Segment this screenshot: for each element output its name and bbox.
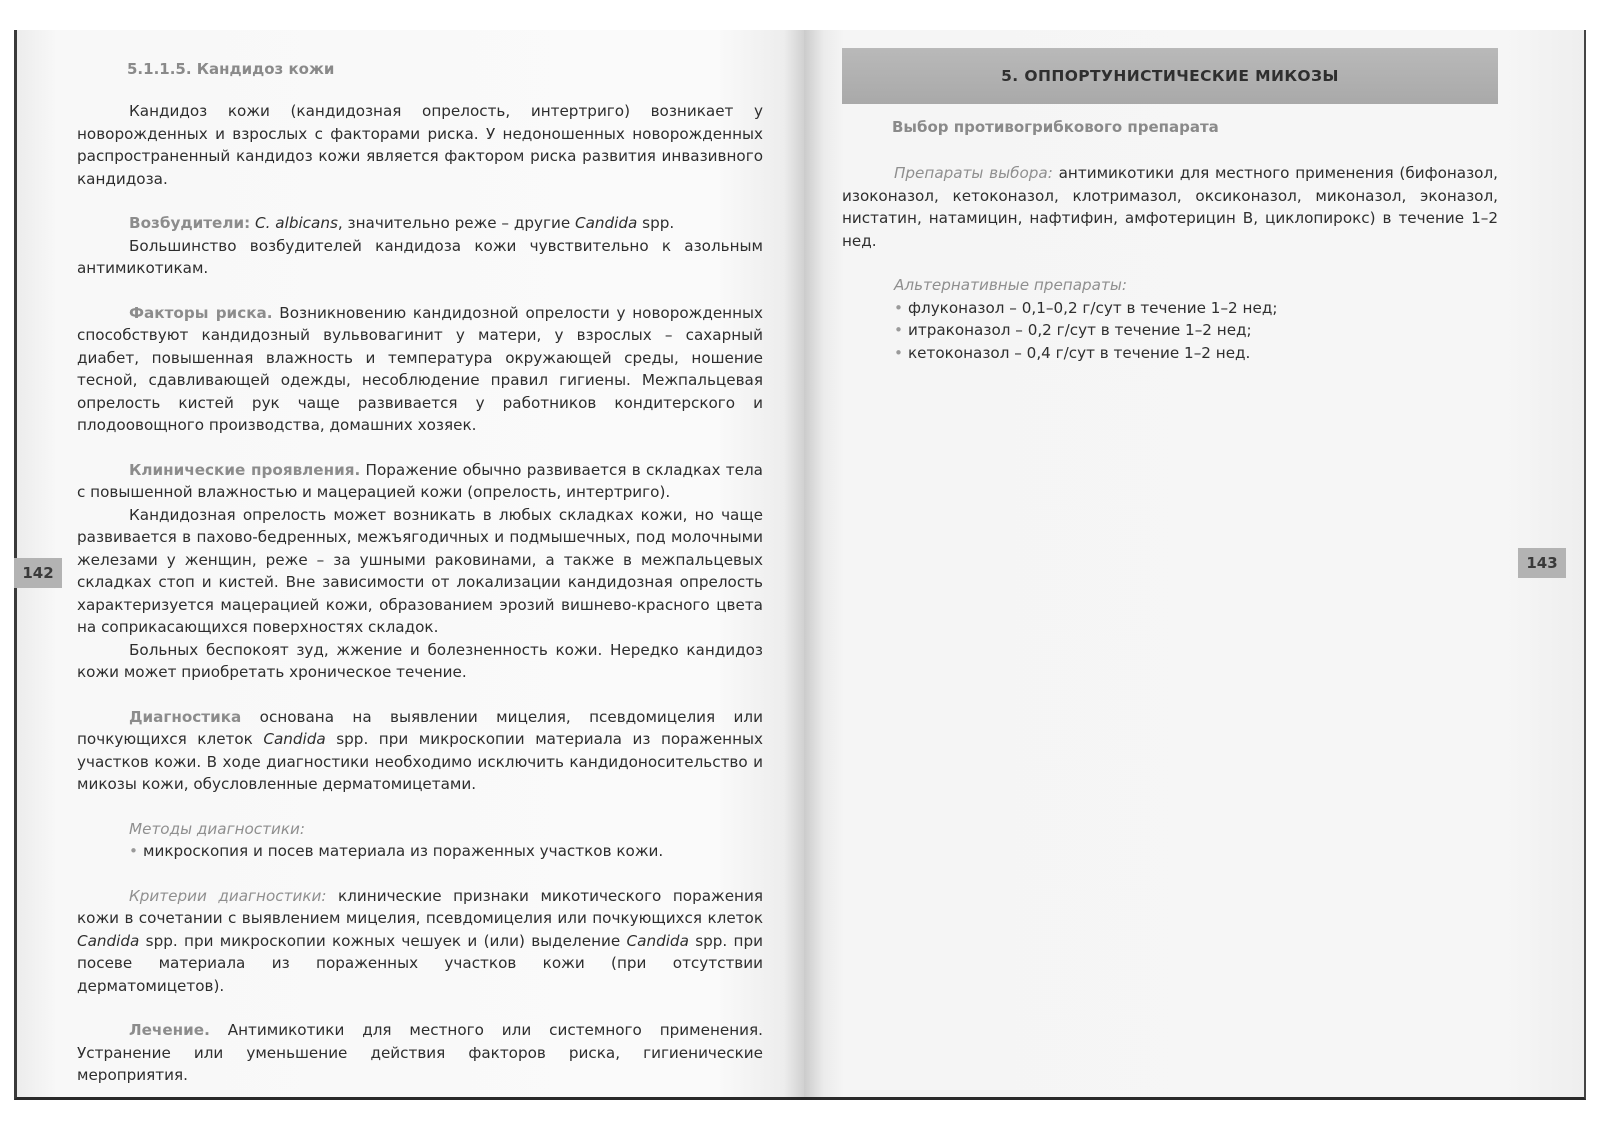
pathogens-lead: Возбудители: bbox=[129, 214, 251, 232]
clinical-paragraph-2: Кандидозная опрелость может возникать в любых складках кожи, но чаще развивается в пахово-бедренных, межъягодичных и подмышечных, под молочными железами у женщин, реже – за ушными раковинами, а также в межпальцевых складках стоп и кистей. Вне зависимости от локализации кандидозная опрелость характеризуется мацерацией кожи, образованием эрозий вишнево-красного цвета на соприкасающихся поверхностях складок. bbox=[77, 505, 763, 636]
list-item: • микроскопия и посев материала из пораженных участков кожи. bbox=[129, 840, 763, 863]
right-page-text bbox=[842, 48, 1498, 364]
species-name: Candida bbox=[77, 931, 140, 950]
criteria-text: spp. при посеве материала из пораженных участков кожи (при отсутствии дерматомицетов). bbox=[77, 931, 763, 995]
first-choice-lead: Препараты выбора: bbox=[894, 164, 1053, 182]
sensitivity-paragraph: Большинство возбудителей кандидоза кожи чувствительно к азольным антимикотикам. bbox=[77, 236, 763, 277]
diagnostics-paragraph bbox=[77, 706, 763, 796]
criteria-text: клинические признаки микотического поражения кожи в сочетании с выявлением мицелия, псевдомицелия или почкующихся клеток bbox=[77, 886, 763, 927]
left-page-text bbox=[77, 58, 763, 1087]
chapter-title: 5. ОППОРТУНИСТИЧЕСКИЕ МИКОЗЫ bbox=[1001, 67, 1339, 85]
species-name: C. albicans bbox=[255, 214, 338, 232]
clinical-paragraph bbox=[77, 459, 763, 504]
criteria-text: spp. при микроскопии кожных чешуек и (или) выделение bbox=[139, 931, 627, 950]
right-page bbox=[804, 30, 1586, 1100]
diagnostics-lead: Диагностика bbox=[129, 707, 242, 726]
list-item: • кетоконазол – 0,4 г/сут в течение 1–2 нед. bbox=[894, 342, 1498, 365]
risk-factors-paragraph bbox=[77, 302, 763, 437]
intro-paragraph: Кандидоз кожи (кандидозная опрелость, интертриго) возникает у новорожденных и взрослых с факторами риска. У недоношенных новорожденных распространенный кандидоз кожи является фактором риска развития инвазивного кандидоза. bbox=[77, 102, 763, 188]
treatment-text: Антимикотики для местного или системного применения. Устранение или уменьшение действия факторов риска, гигиенические мероприятия. bbox=[77, 1021, 763, 1084]
species-name: Candida bbox=[626, 931, 689, 950]
first-choice-text: антимикотики для местного применения (бифоназол, изоконазол, кетоконазол, клотримазол, оксиконазол, миконазол, эконазол, нистатин, натамицин, нафтифин, амфотерицин В, циклопирокс) в течение 1–2 нед. bbox=[842, 164, 1499, 250]
clinical-paragraph-3: Больных беспокоят зуд, жжение и болезненность кожи. Нередко кандидоз кожи может приобретать хроническое течение. bbox=[77, 640, 763, 681]
subheading: Выбор противогрибкового препарата bbox=[892, 118, 1219, 136]
pathogens-text: spp. bbox=[637, 214, 675, 232]
treatment-paragraph bbox=[77, 1019, 763, 1087]
species-name: Candida bbox=[575, 214, 638, 232]
pathogens-paragraph bbox=[77, 212, 763, 235]
section-heading: 5.1.1.5. Кандидоз кожи bbox=[127, 60, 335, 78]
methods-label: Методы диагностики: bbox=[129, 819, 306, 838]
species-name: Candida bbox=[263, 730, 326, 748]
list-item: • итраконазол – 0,2 г/сут в течение 1–2 нед; bbox=[894, 319, 1498, 342]
risk-factors-lead: Факторы риска. bbox=[129, 303, 273, 322]
first-choice-paragraph bbox=[842, 162, 1498, 252]
alternatives-label: Альтернативные препараты: bbox=[894, 276, 1127, 294]
book-spread bbox=[14, 30, 1586, 1100]
criteria-lead: Критерии диагностики: bbox=[129, 886, 327, 905]
alternatives-list bbox=[842, 297, 1498, 365]
diagnostics-text: spp. при микроскопии материала из пораженных участков кожи. В ходе диагностики необходимо исключить кандидоносительство и микозы кожи, обусловленные дерматомицетами. bbox=[77, 730, 763, 793]
methods-list bbox=[77, 840, 763, 863]
criteria-paragraph bbox=[77, 885, 763, 998]
diagnostics-text: основана на выявлении мицелия, псевдомицелия или почкующихся клеток bbox=[77, 707, 763, 748]
page-number-right: 143 bbox=[1518, 548, 1566, 578]
clinical-text: Поражение обычно развивается в складках тела с повышенной влажностью и мацерацией кожи (опрелость, интертриго). bbox=[77, 460, 763, 501]
page-number-left: 142 bbox=[14, 558, 62, 588]
list-item: • флуконазол – 0,1–0,2 г/сут в течение 1–2 нед; bbox=[894, 297, 1498, 320]
clinical-lead: Клинические проявления. bbox=[129, 460, 361, 479]
pathogens-text: , значительно реже – другие bbox=[337, 214, 575, 232]
left-page bbox=[14, 30, 804, 1100]
treatment-lead: Лечение. bbox=[129, 1021, 210, 1039]
risk-factors-text: Возникновению кандидозной опрелости у новорожденных способствуют кандидозный вульвовагинит у матери, у взрослых – сахарный диабет, повышенная влажность и температура окружающей среды, ношение тесной, сдавливающей одежды, несоблюдение правил гигиены. Межпальцевая опрелость кистей рук чаще развивается у работников кондитерского и плодоовощного производства, домашних хозяек. bbox=[77, 303, 763, 434]
chapter-title-bar bbox=[842, 48, 1498, 104]
